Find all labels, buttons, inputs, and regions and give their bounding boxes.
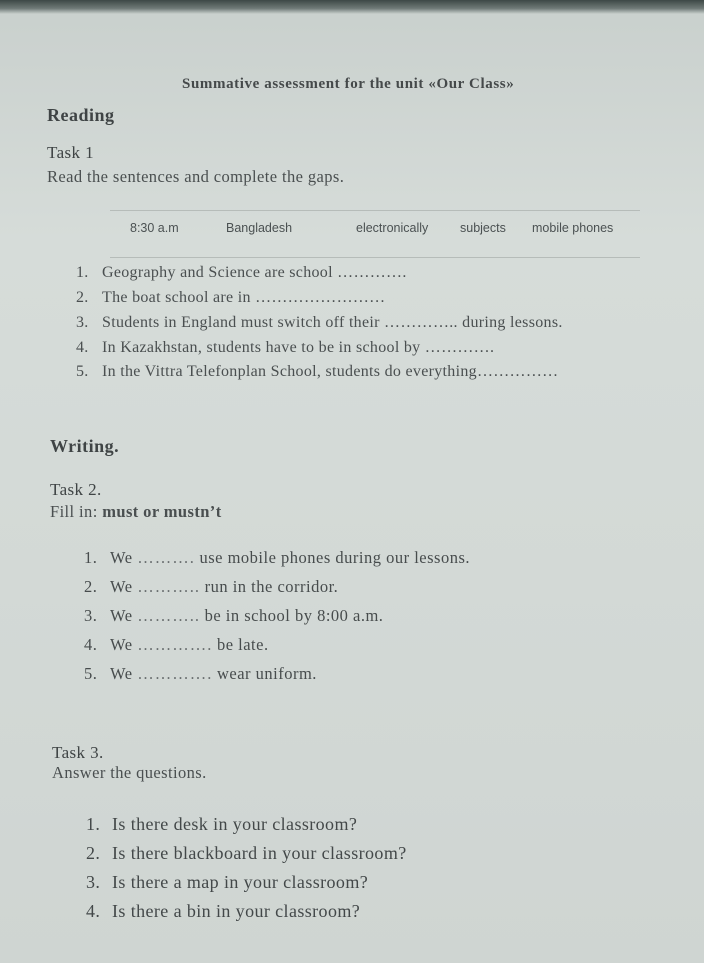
- item-rest: use mobile phones during our lessons.: [199, 548, 471, 567]
- task3-label: Task 3.: [52, 743, 104, 762]
- task3-question: [86, 901, 360, 922]
- answer-gap: ………….: [137, 664, 213, 683]
- task3-question: [86, 843, 407, 864]
- item-subject: We: [110, 548, 133, 567]
- item-subject: We: [110, 664, 133, 683]
- question-number: 2.: [86, 843, 101, 863]
- answer-gap: ………….: [137, 635, 213, 654]
- task2-label: Task 2.: [50, 480, 102, 499]
- task2-item: [84, 635, 269, 655]
- word-bank-item: subjects: [460, 221, 506, 235]
- task2-item: [84, 548, 470, 568]
- word-bank-item: Bangladesh: [226, 221, 293, 235]
- question-number: 3.: [86, 872, 101, 892]
- task2-instruction: [50, 502, 222, 522]
- item-number: 5.: [84, 664, 98, 683]
- item-rest: run in the corridor.: [204, 577, 339, 596]
- task1-instruction: Read the sentences and complete the gaps.: [47, 167, 345, 186]
- item-number: 2.: [84, 577, 98, 596]
- item-number: 4.: [84, 635, 98, 654]
- task3-question: [86, 814, 357, 835]
- question-number: 1.: [86, 814, 101, 834]
- task1-sentence: [76, 363, 558, 381]
- word-bank-item: 8:30 a.m: [130, 221, 179, 235]
- question-text: Is there blackboard in your classroom?: [112, 843, 407, 863]
- task1-label: Task 1: [47, 143, 95, 162]
- sentence-number: 3.: [76, 314, 89, 331]
- task2-item: [84, 577, 338, 597]
- item-subject: We: [110, 606, 133, 625]
- answer-gap: ………..: [137, 606, 200, 625]
- word-bank: [110, 210, 640, 258]
- sentence-text: In Kazakhstan, students have to be in school by ………….: [102, 339, 495, 356]
- sentence-number: 1.: [76, 264, 89, 281]
- answer-gap: ……….: [137, 548, 195, 567]
- sentence-number: 2.: [76, 289, 89, 306]
- task2-item: [84, 606, 383, 626]
- question-text: Is there a map in your classroom?: [112, 872, 369, 892]
- task1-sentence: [76, 264, 407, 282]
- sentence-number: 5.: [76, 363, 89, 380]
- page-top-edge: [0, 0, 704, 14]
- instruction-options: must or mustn’t: [102, 502, 222, 521]
- task1-sentence: [76, 314, 563, 332]
- answer-gap: ………..: [137, 577, 200, 596]
- sentence-text: Geography and Science are school ………….: [102, 264, 407, 281]
- sentence-text: Students in England must switch off their ………….. during lessons.: [102, 314, 563, 331]
- task2-item: [84, 664, 317, 684]
- task3-question: [86, 872, 368, 893]
- word-bank-item: electronically: [356, 221, 429, 235]
- item-rest: be in school by 8:00 a.m.: [204, 606, 384, 625]
- item-rest: be late.: [216, 635, 269, 654]
- question-number: 4.: [86, 901, 101, 921]
- question-text: Is there a bin in your classroom?: [112, 901, 361, 921]
- item-rest: wear uniform.: [216, 664, 317, 683]
- item-subject: We: [110, 635, 133, 654]
- item-subject: We: [110, 577, 133, 596]
- sentence-text: The boat school are in ……………………: [102, 289, 386, 306]
- question-text: Is there desk in your classroom?: [112, 814, 358, 834]
- sentence-number: 4.: [76, 339, 89, 356]
- instruction-prefix: Fill in:: [50, 502, 98, 521]
- writing-heading: Writing.: [50, 436, 120, 456]
- page-title: Summative assessment for the unit «Our Class»: [182, 76, 515, 92]
- word-bank-item: mobile phones: [532, 221, 614, 235]
- task1-sentence: [76, 339, 494, 357]
- sentence-text: In the Vittra Telefonplan School, students do everything……………: [102, 363, 559, 380]
- item-number: 1.: [84, 548, 98, 567]
- task1-sentence: [76, 289, 385, 307]
- item-number: 3.: [84, 606, 98, 625]
- task3-instruction: Answer the questions.: [52, 763, 207, 782]
- reading-heading: Reading: [47, 105, 115, 125]
